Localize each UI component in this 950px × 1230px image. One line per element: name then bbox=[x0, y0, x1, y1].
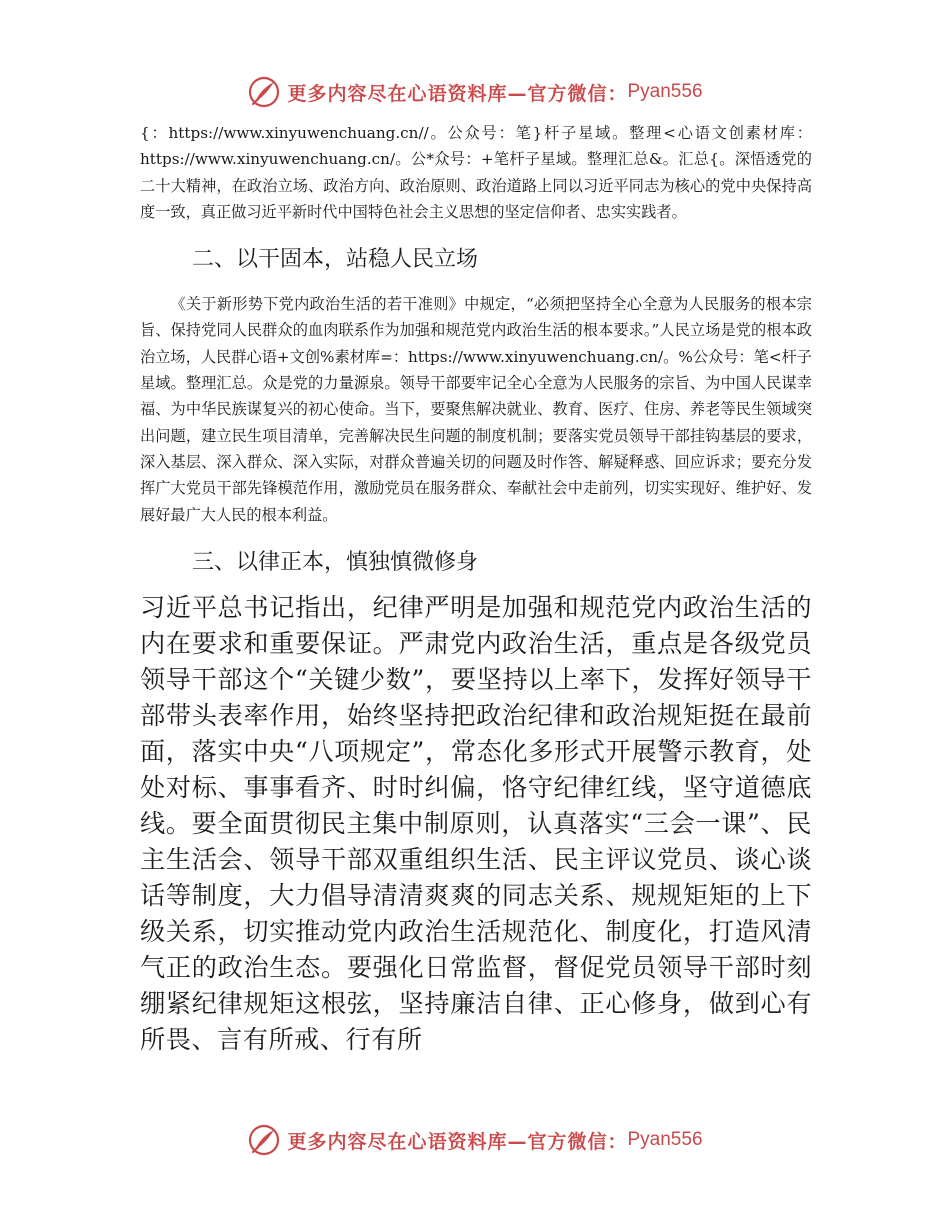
banner-wechat-id: Pyan556 bbox=[627, 81, 703, 102]
header-banner bbox=[0, 72, 950, 112]
quill-logo-icon bbox=[247, 1123, 281, 1157]
document-body bbox=[140, 120, 812, 1058]
footer-banner bbox=[0, 1120, 950, 1160]
section-3-body: 习近平总书记指出，纪律严明是加强和规范党内政治生活的内在要求和重要保证。严肃党内政治生活，重点是各级党员领导干部这个“关键少数”，要坚持以上率下，发挥好领导干部带头表率作用，始终坚持把政治纪律和政治规矩挺在最前面，落实中央“八项规定”，常态化多形式开展警示教育，处处对标、事事看齐、时时纠偏，恪守纪律红线，坚守道德底线。要全面贯彻民主集中制原则，认真落实“三会一课”、民主生活会、领导干部双重组织生活、民主评议党员、谈心谈话等制度，大力倡导清清爽爽的同志关系、规规矩矩的上下级关系，切实推动党内政治生活规范化、制度化，打造风清气正的政治生态。要强化日常监督，督促党员领导干部时刻绷紧纪律规矩这根弦，坚持廉洁自律、正心修身，做到心有所畏、言有所戒、行有所 bbox=[140, 592, 812, 1054]
banner-text: 更多内容尽在心语资料库—官方微信： bbox=[287, 1130, 628, 1153]
section-3-heading: 三、以律正本，慎独慎微修身 bbox=[192, 549, 479, 575]
quill-logo-icon bbox=[247, 75, 281, 109]
paragraph-intro: {：https://www.xinyuwenchuang.cn//。公众号：笔}杆子星域。整理<心语文创素材库：https://www.xinyuwenchuang.cn/。公*众号：+笔杆子星域。整理汇总&。汇总{。深悟透党的二十大精神，在政治立场、政治方向、政治原则、政治道路上同以习近平同志为核心的党中央保持高度一致，真正做习近平新时代中国特色社会主义思想的坚定信仰者、忠实实践者。 bbox=[140, 124, 812, 221]
banner-text: 更多内容尽在心语资料库—官方微信： bbox=[287, 82, 628, 105]
section-2-heading: 二、以干固本，站稳人民立场 bbox=[192, 247, 479, 273]
banner-wechat-id: Pyan556 bbox=[627, 1129, 703, 1150]
section-2-body: 《关于新形势下党内政治生活的若干准则》中规定，“必须把坚持全心全意为人民服务的根本宗旨、保持党同人民群众的血肉联系作为加强和规范党内政治生活的根本要求。”人民立场是党的根本政治立场，人民群心语+文创%素材库=：https://www.xinyuwenchuang.cn/。%公众号：笔<杆子星域。整理汇总。众是党的力量源泉。领导干部要牢记全心全意为人民服务的宗旨、为中国人民谋幸福、为中华民族谋复兴的初心使命。当下，要聚焦解决就业、教育、医疗、住房、养老等民生领域突出问题，建立民生项目清单，完善解决民生问题的制度机制；要落实党员领导干部挂钩基层的要求，深入基层、深入群众、深入实际，对群众普遍关切的问题及时作答、解疑释惑、回应诉求；要充分发挥广大党员干部先锋模范作用，激励党员在服务群众、奉献社会中走前列，切实实现好、维护好、发展好最广大人民的根本利益。 bbox=[140, 295, 812, 524]
